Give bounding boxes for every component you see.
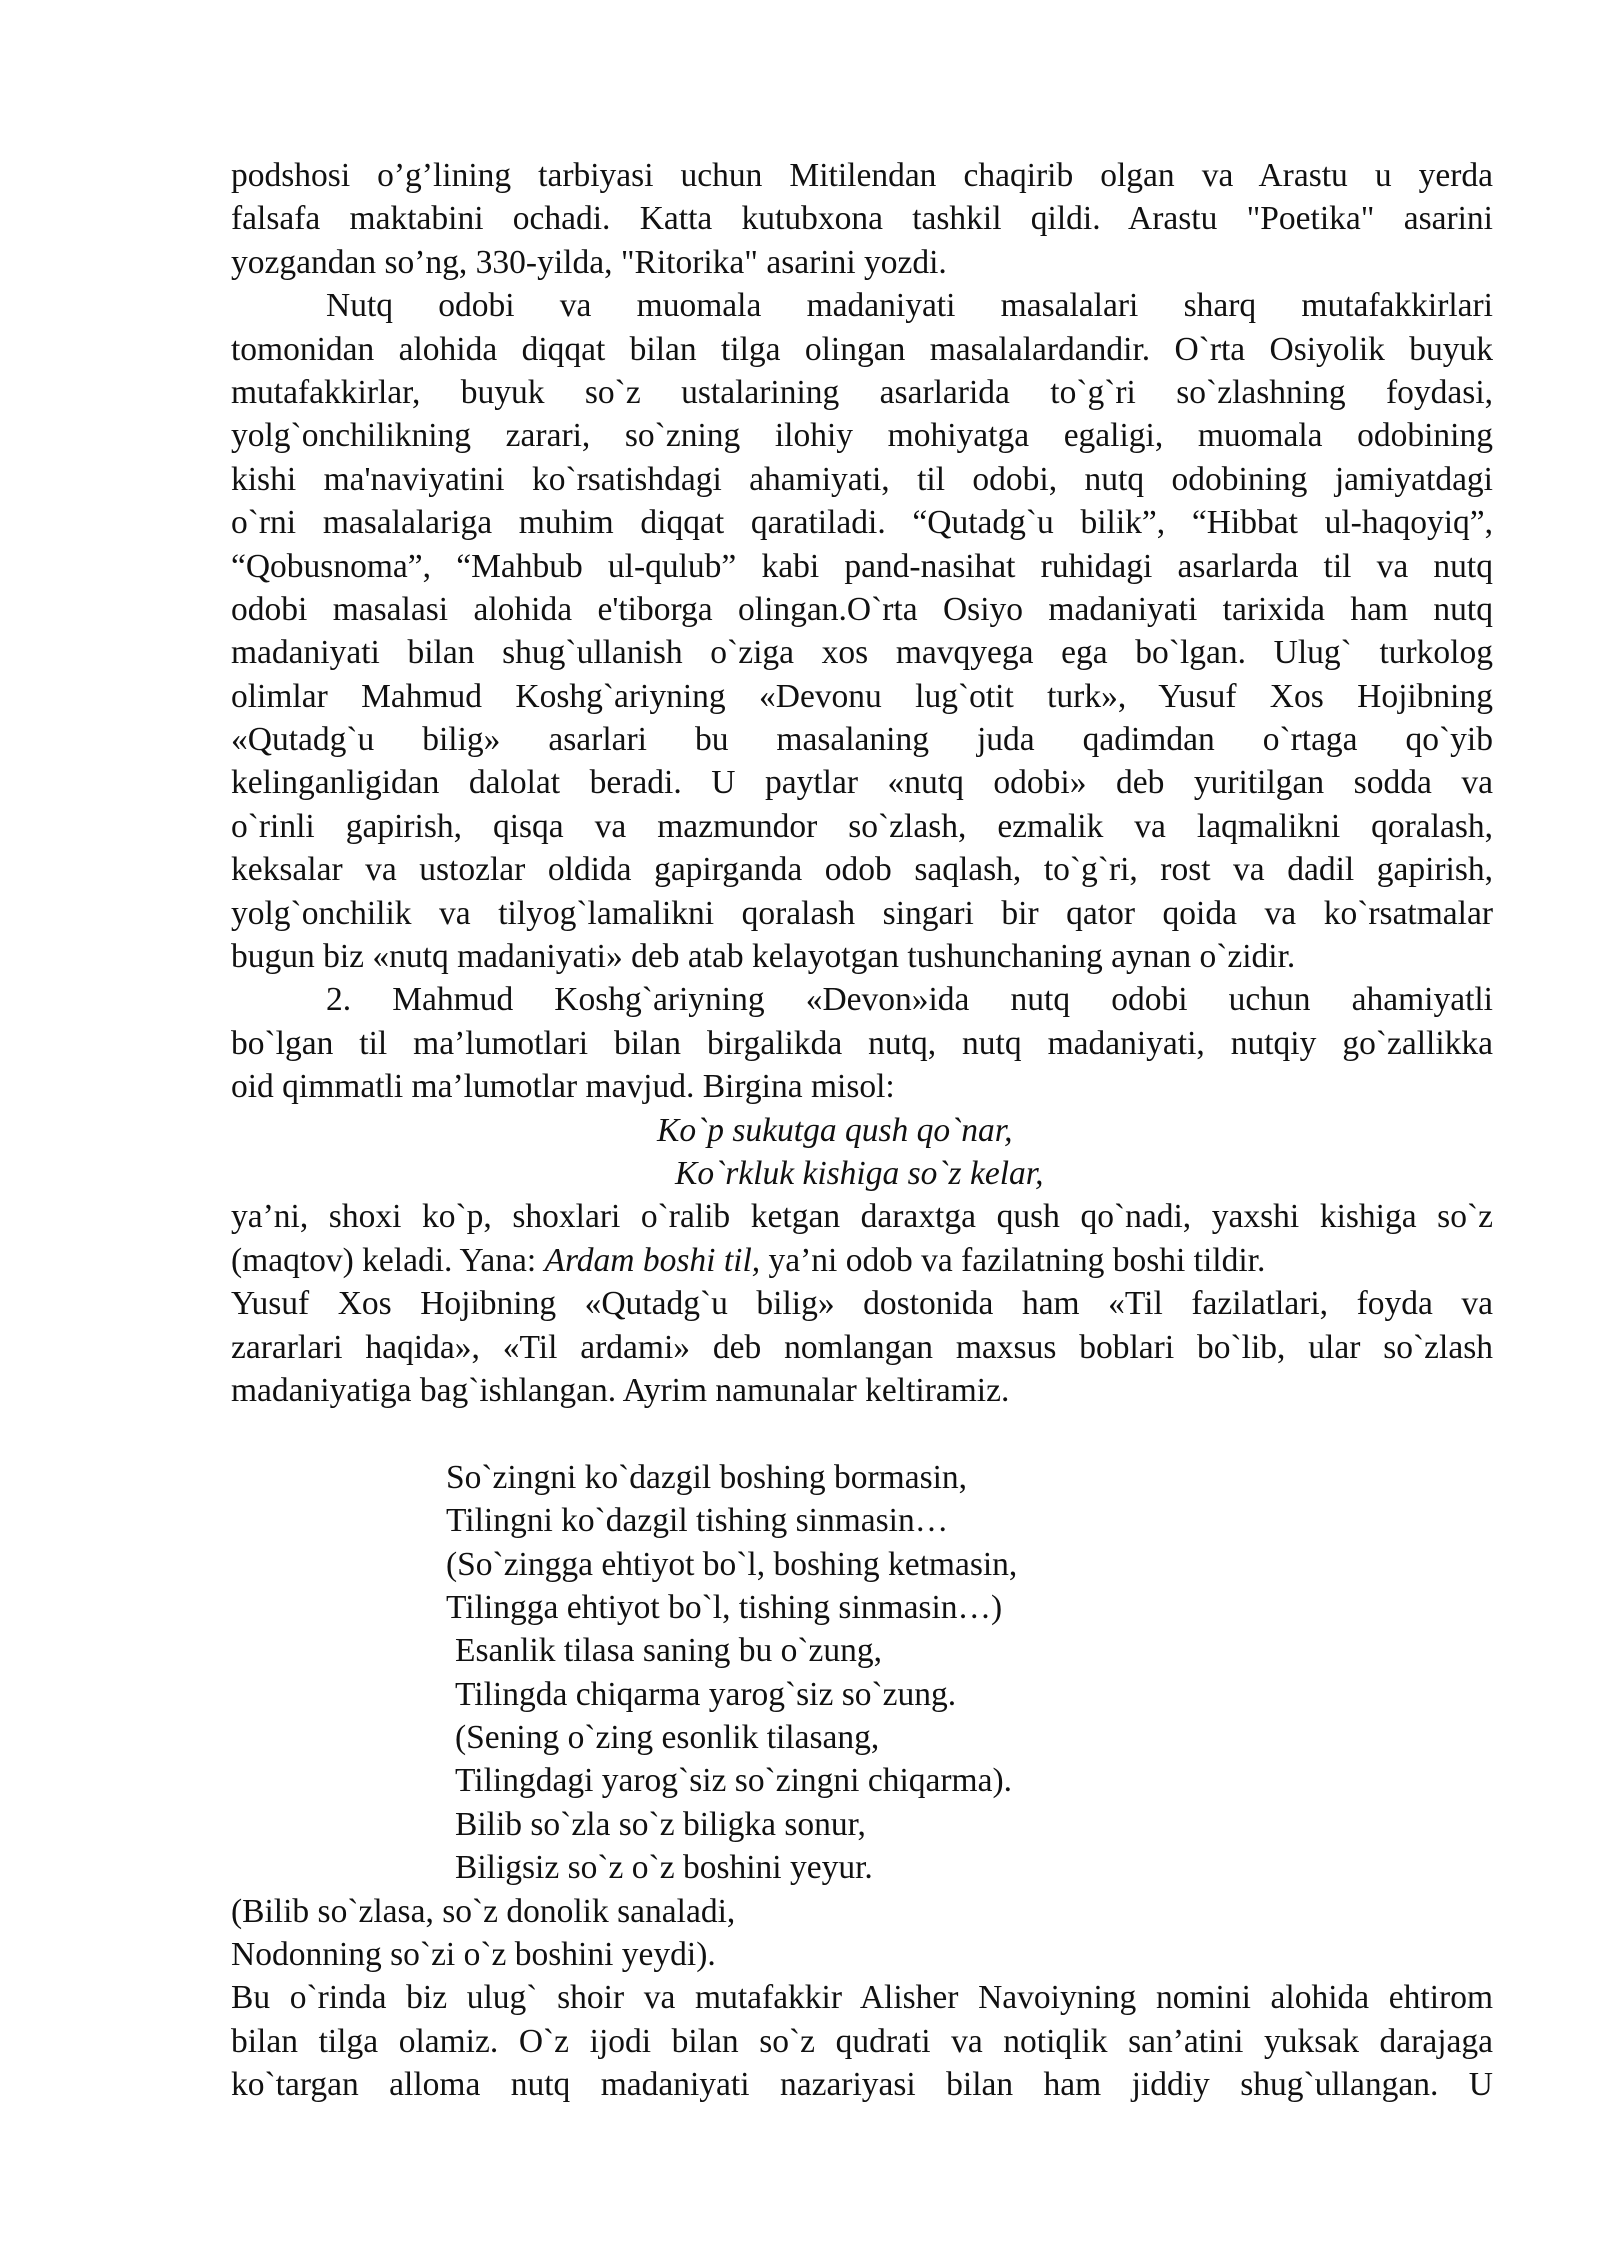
paragraph-first-line: 2. Mahmud Koshg`ariyning «Devon»ida nutq odobi uchun ahamiyatli bbox=[326, 981, 1493, 1019]
text-line: (Bilib so`zlasa, so`z donolik sanaladi, bbox=[231, 1892, 736, 1930]
verse-line: Biligsiz so`z o`z boshini yeyur. bbox=[455, 1849, 873, 1887]
text-line: oid qimmatli ma’lumotlar mavjud. Birgina misol: bbox=[231, 1068, 895, 1106]
text-segment: ya’ni odob va fazilatning boshi tildir. bbox=[760, 1241, 1266, 1279]
text-line: madaniyati bilan shug`ullanish o`ziga xos mavqyega ega bo`lgan. Ulug` turkolog bbox=[231, 634, 1493, 672]
text-line: yozgandan so’ng, 330-yilda, "Ritorika" asarini yozdi. bbox=[231, 243, 947, 281]
text-line: o`rinli gapirish, qisqa va mazmundor so`zlash, ezmalik va laqmalikni qoralash, bbox=[231, 807, 1493, 845]
text-line: bugun biz «nutq madaniyati» deb atab kelayotgan tushunchaning aynan o`zidir. bbox=[231, 938, 1296, 976]
quote-line: Ko`p sukutga qush qo`nar, bbox=[657, 1111, 1013, 1149]
verse-line: Tilingda chiqarma yarog`siz so`zung. bbox=[455, 1675, 957, 1713]
text-line: ko`targan alloma nutq madaniyati nazariyasi bilan ham jiddiy shug`ullangan. U bbox=[231, 2066, 1493, 2104]
text-line: kishi ma'naviyatini ko`rsatishdagi ahamiyati, til odobi, nutq odobining jamiyatdagi bbox=[231, 460, 1493, 498]
text-line bbox=[231, 1239, 1493, 1282]
text-line: mutafakkirlar, buyuk so`z ustalarining asarlarida to`g`ri so`zlashning foydasi, bbox=[231, 373, 1493, 411]
verse-line: Bilib so`zla so`z biligka sonur, bbox=[455, 1805, 866, 1843]
text-line: «Qutadg`u bilig» asarlari bu masalaning juda qadimdan o`rtaga qo`yib bbox=[231, 721, 1493, 759]
text-line: falsafa maktabini ochadi. Katta kutubxona tashkil qildi. Arastu "Poetika" asarini bbox=[231, 200, 1493, 238]
paragraph-first-line: Nutq odobi va muomala madaniyati masalalari sharq mutafakkirlari bbox=[326, 287, 1493, 325]
text-line: ya’ni, shoxi ko`p, shoxlari o`ralib ketgan daraxtga qush qo`nadi, yaxshi kishiga so`z bbox=[231, 1198, 1493, 1236]
verse-line: So`zingni ko`dazgil boshing bormasin, bbox=[446, 1458, 968, 1496]
verse-line: Tilingni ko`dazgil tishing sinmasin… bbox=[446, 1502, 949, 1540]
blank-line bbox=[231, 1412, 1493, 1455]
text-line: odobi masalasi alohida e'tiborga olingan.O`rta Osiyo madaniyati tarixida ham nutq bbox=[231, 590, 1493, 628]
text-line: bo`lgan til ma’lumotlari bilan birgalikda nutq, nutq madaniyati, nutqiy go`zallikka bbox=[231, 1024, 1493, 1062]
verse-line: (So`zingga ehtiyot bo`l, boshing ketmasin, bbox=[446, 1545, 1018, 1583]
text-line: Yusuf Xos Hojibning «Qutadg`u bilig» dostonida ham «Til fazilatlari, foyda va bbox=[231, 1285, 1493, 1323]
verse-line: Esanlik tilasa saning bu o`zung, bbox=[455, 1632, 883, 1670]
text-line: zararlari haqida», «Til ardami» deb nomlangan maxsus boblari bo`lib, ular so`zlash bbox=[231, 1328, 1493, 1366]
quote-line: Ko`rkluk kishiga so`z kelar, bbox=[675, 1154, 1044, 1192]
text-line: yolg`onchilik va tilyog`lamalikni qoralash singari bir qator qoida va ko`rsatmalar bbox=[231, 894, 1493, 932]
text-line: “Qobusnoma”, “Mahbub ul-qulub” kabi pand-nasihat ruhidagi asarlarda til va nutq bbox=[231, 547, 1493, 585]
verse-line: Tilingga ehtiyot bo`l, tishing sinmasin…) bbox=[446, 1588, 1003, 1626]
text-line: madaniyatiga bag`ishlangan. Ayrim namunalar keltiramiz. bbox=[231, 1371, 1010, 1409]
text-segment: (maqtov) keladi. Yana: bbox=[231, 1241, 545, 1279]
italic-phrase: Ardam boshi til, bbox=[544, 1241, 761, 1279]
text-line: keksalar va ustozlar oldida gapirganda odob saqlash, to`g`ri, rost va dadil gapirish, bbox=[231, 851, 1493, 889]
text-line: Nodonning so`zi o`z boshini yeydi). bbox=[231, 1936, 716, 1974]
text-line: Bu o`rinda biz ulug` shoir va mutafakkir Alisher Navoiyning nomini alohida ehtirom bbox=[231, 1979, 1493, 2017]
text-line: podshosi o’g’lining tarbiyasi uchun Mitilendan chaqirib olgan va Arastu u yerda bbox=[231, 157, 1493, 194]
verse-line: (Sening o`zing esonlik tilasang, bbox=[455, 1719, 880, 1757]
text-line: tomonidan alohida diqqat bilan tilga olingan masalalardandir. O`rta Osiyolik buyuk bbox=[231, 330, 1493, 368]
text-line: bilan tilga olamiz. O`z ijodi bilan so`z qudrati va notiqlik san’atini yuksak darajaga bbox=[231, 2022, 1493, 2060]
verse-line: Tilingdagi yarog`siz so`zingni chiqarma). bbox=[455, 1762, 1012, 1800]
text-line: kelinganligidan dalolat beradi. U paytlar «nutq odobi» deb yuritilgan sodda va bbox=[231, 764, 1493, 802]
document-page bbox=[231, 154, 1493, 2107]
text-line: yolg`onchilikning zarari, so`zning ilohiy mohiyatga egaligi, muomala odobining bbox=[231, 417, 1493, 455]
text-line: olimlar Mahmud Koshg`ariyning «Devonu lug`otit turk», Yusuf Xos Hojibning bbox=[231, 677, 1493, 715]
text-line: o`rni masalalariga muhim diqqat qaratiladi. “Qutadg`u bilik”, “Hibbat ul-haqoyiq”, bbox=[231, 504, 1493, 542]
